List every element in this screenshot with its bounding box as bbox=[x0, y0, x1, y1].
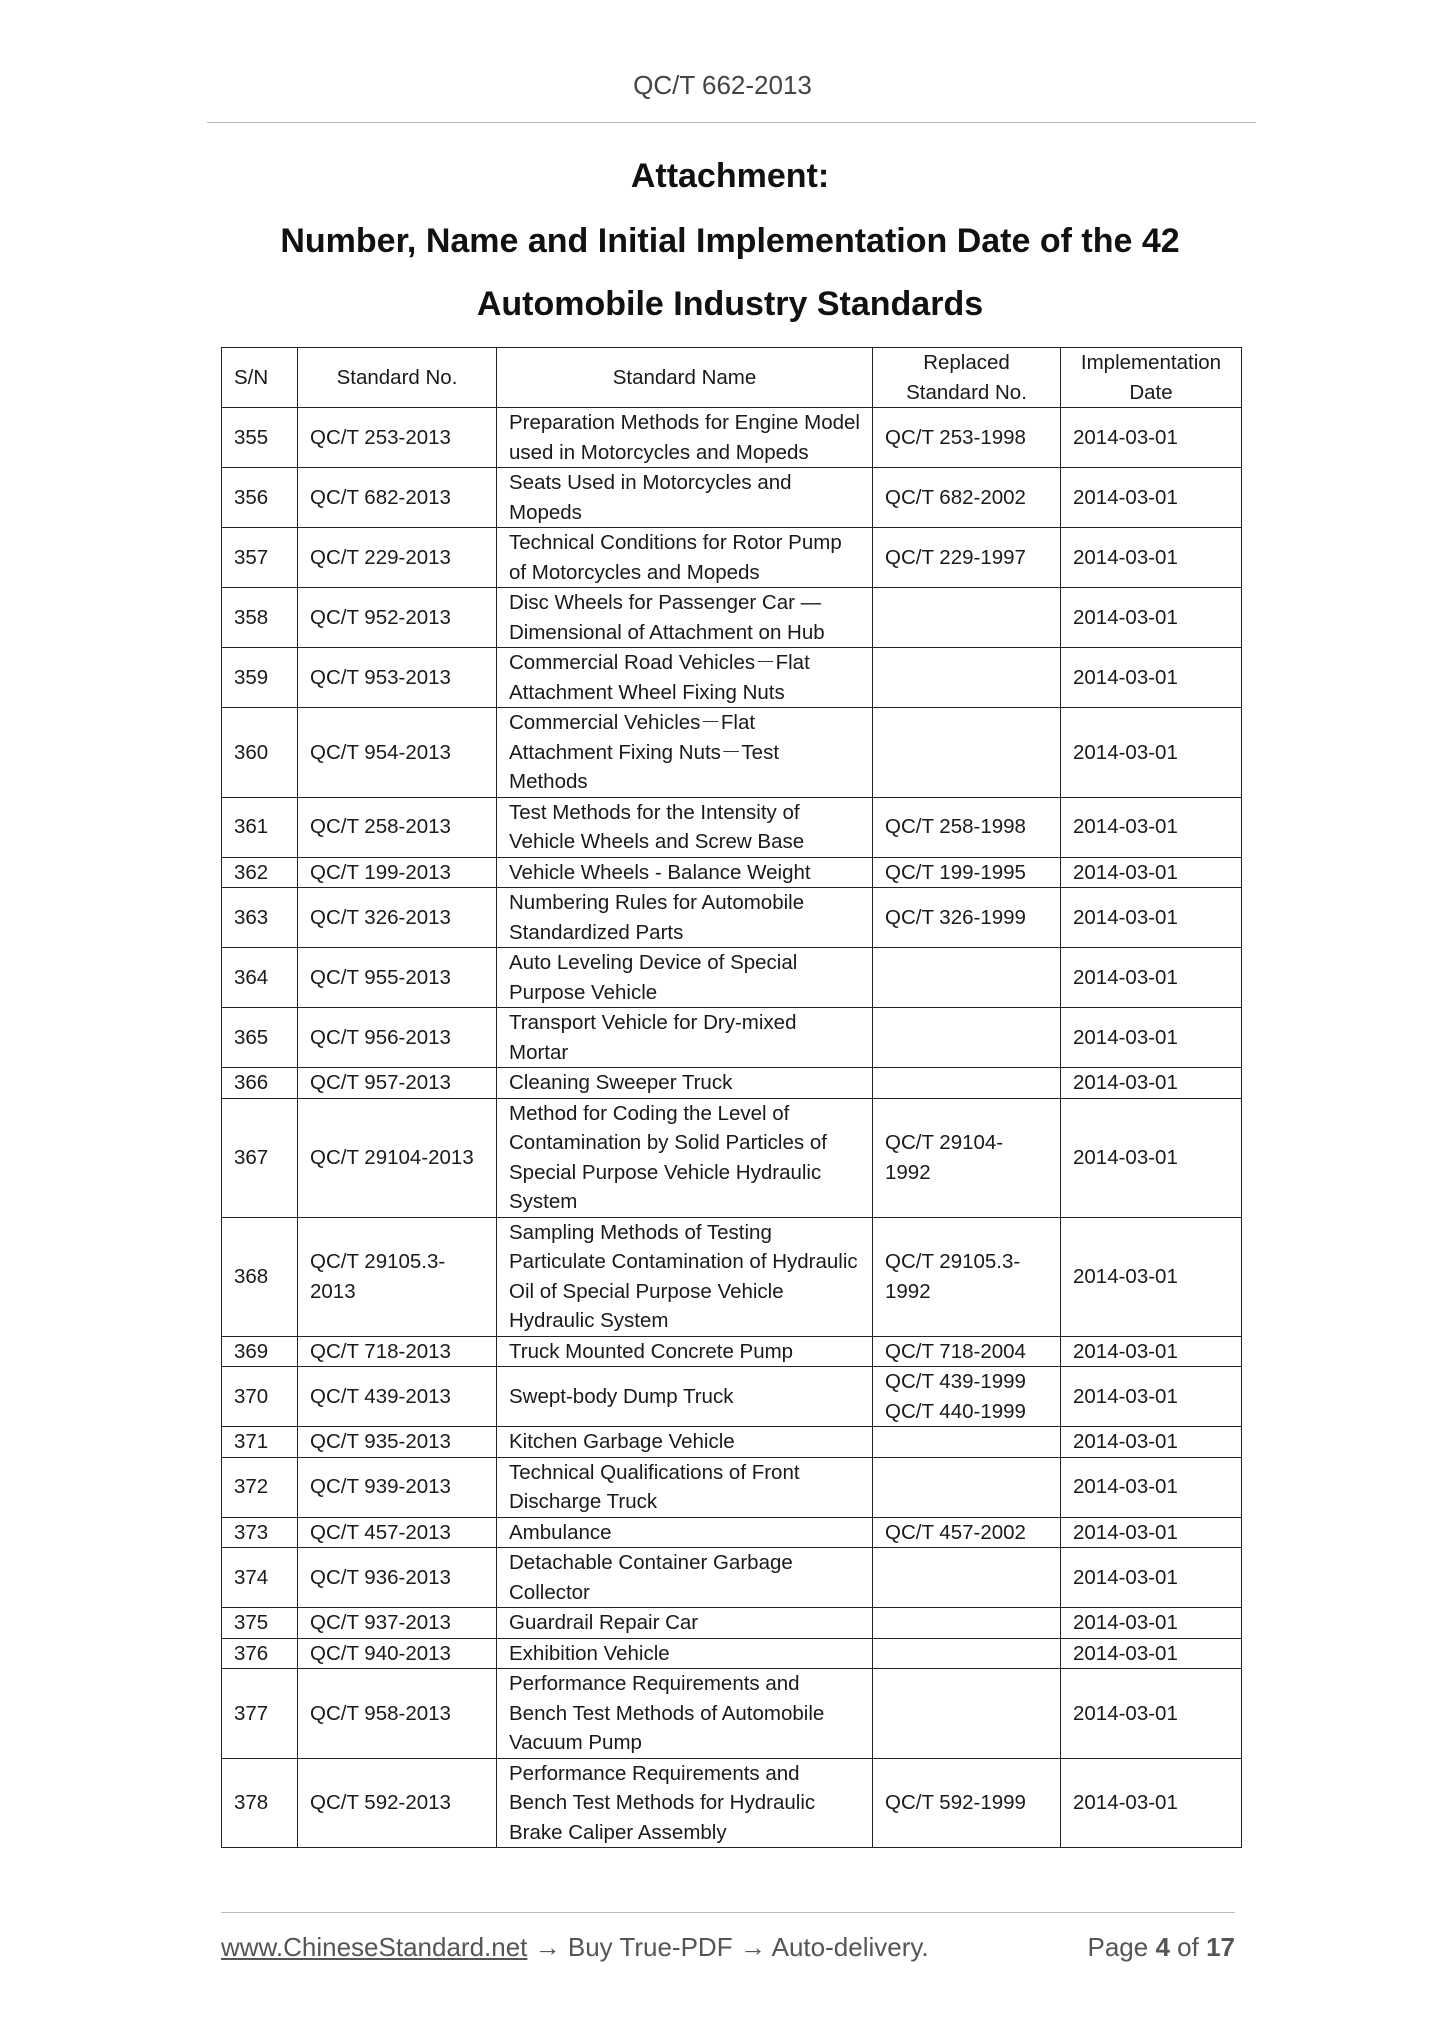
cell-implementation-date: 2014-03-01 bbox=[1061, 1068, 1242, 1099]
cell-replaced-standard-no: QC/T 457-2002 bbox=[873, 1517, 1061, 1548]
table-row bbox=[222, 1217, 1242, 1336]
header-implementation-date bbox=[1061, 348, 1242, 408]
cell-sn: 370 bbox=[222, 1367, 298, 1427]
cell-implementation-date: 2014-03-01 bbox=[1061, 588, 1242, 648]
cell-standard-no: QC/T 718-2013 bbox=[298, 1336, 497, 1367]
table-row bbox=[222, 1758, 1242, 1848]
cell-sn: 362 bbox=[222, 857, 298, 888]
cell-sn: 378 bbox=[222, 1758, 298, 1848]
cell-replaced-standard-no: QC/T 439-1999 QC/T 440-1999 bbox=[873, 1367, 1061, 1427]
arrow-right-icon: → bbox=[534, 1932, 561, 1962]
cell-standard-name: Cleaning Sweeper Truck bbox=[497, 1068, 873, 1099]
cell-standard-no: QC/T 29105.3-2013 bbox=[298, 1217, 497, 1336]
page-of: of bbox=[1177, 1932, 1199, 1962]
cell-standard-name: Vehicle Wheels - Balance Weight bbox=[497, 857, 873, 888]
cell-sn: 361 bbox=[222, 797, 298, 857]
cell-standard-no: QC/T 253-2013 bbox=[298, 408, 497, 468]
document-code-header: QC/T 662-2013 bbox=[633, 70, 812, 100]
cell-replaced-standard-no: QC/T 258-1998 bbox=[873, 797, 1061, 857]
cell-standard-no: QC/T 955-2013 bbox=[298, 948, 497, 1008]
cell-standard-name: Auto Leveling Device of Special Purpose Vehicle bbox=[497, 948, 873, 1008]
cell-sn: 356 bbox=[222, 468, 298, 528]
cell-standard-name: Truck Mounted Concrete Pump bbox=[497, 1336, 873, 1367]
cell-sn: 357 bbox=[222, 528, 298, 588]
cell-standard-name: Detachable Container Garbage Collector bbox=[497, 1548, 873, 1608]
cell-sn: 375 bbox=[222, 1608, 298, 1639]
cell-replaced-standard-no: QC/T 682-2002 bbox=[873, 468, 1061, 528]
cell-implementation-date: 2014-03-01 bbox=[1061, 408, 1242, 468]
document-subtitle-line2: Automobile Industry Standards bbox=[476, 285, 984, 323]
cell-standard-no: QC/T 937-2013 bbox=[298, 1608, 497, 1639]
cell-implementation-date: 2014-03-01 bbox=[1061, 1367, 1242, 1427]
table-row bbox=[222, 648, 1242, 708]
cell-standard-no: QC/T 326-2013 bbox=[298, 888, 497, 948]
attachment-title: Attachment: bbox=[630, 157, 830, 195]
cell-standard-name: Test Methods for the Intensity of Vehicle Wheels and Screw Base bbox=[497, 797, 873, 857]
cell-replaced-standard-no bbox=[873, 708, 1061, 798]
cell-implementation-date: 2014-03-01 bbox=[1061, 708, 1242, 798]
cell-standard-name: Technical Conditions for Rotor Pump of Motorcycles and Mopeds bbox=[497, 528, 873, 588]
cell-replaced-standard-no bbox=[873, 1608, 1061, 1639]
page-indicator bbox=[1087, 1932, 1235, 1963]
cell-implementation-date: 2014-03-01 bbox=[1061, 1758, 1242, 1848]
header-impl-line2: Date bbox=[1129, 380, 1173, 404]
cell-replaced-standard-no bbox=[873, 1457, 1061, 1517]
cell-standard-name: Exhibition Vehicle bbox=[497, 1638, 873, 1669]
header-replaced-standard-no bbox=[873, 348, 1061, 408]
table-row bbox=[222, 1638, 1242, 1669]
cell-implementation-date: 2014-03-01 bbox=[1061, 1008, 1242, 1068]
cell-implementation-date: 2014-03-01 bbox=[1061, 1517, 1242, 1548]
cell-standard-name: Numbering Rules for Automobile Standardized Parts bbox=[497, 888, 873, 948]
table-row bbox=[222, 1336, 1242, 1367]
cell-replaced-standard-no bbox=[873, 1427, 1061, 1458]
table-row bbox=[222, 1427, 1242, 1458]
page-current: 4 bbox=[1155, 1932, 1170, 1962]
cell-implementation-date: 2014-03-01 bbox=[1061, 1457, 1242, 1517]
cell-implementation-date: 2014-03-01 bbox=[1061, 1098, 1242, 1217]
cell-implementation-date: 2014-03-01 bbox=[1061, 857, 1242, 888]
cell-standard-name: Commercial Road Vehicles－Flat Attachment Wheel Fixing Nuts bbox=[497, 648, 873, 708]
table-row bbox=[222, 1517, 1242, 1548]
table-row bbox=[222, 1457, 1242, 1517]
cell-standard-no: QC/T 953-2013 bbox=[298, 648, 497, 708]
cell-standard-no: QC/T 952-2013 bbox=[298, 588, 497, 648]
buy-true-pdf-text: Buy True-PDF bbox=[567, 1932, 733, 1962]
cell-replaced-standard-no: QC/T 326-1999 bbox=[873, 888, 1061, 948]
cell-replaced-standard-no bbox=[873, 948, 1061, 1008]
table-row bbox=[222, 528, 1242, 588]
cell-standard-name: Seats Used in Motorcycles and Mopeds bbox=[497, 468, 873, 528]
cell-replaced-standard-no bbox=[873, 1068, 1061, 1099]
standards-table bbox=[221, 347, 1242, 1848]
cell-standard-name: Kitchen Garbage Vehicle bbox=[497, 1427, 873, 1458]
header-replaced-line2: Standard No. bbox=[906, 380, 1027, 404]
cell-standard-name: Disc Wheels for Passenger Car — Dimensional of Attachment on Hub bbox=[497, 588, 873, 648]
cell-standard-name: Sampling Methods of Testing Particulate Contamination of Hydraulic Oil of Special Purpose Vehicle Hydraulic System bbox=[497, 1217, 873, 1336]
cell-sn: 368 bbox=[222, 1217, 298, 1336]
table-row bbox=[222, 468, 1242, 528]
cell-implementation-date: 2014-03-01 bbox=[1061, 1608, 1242, 1639]
cell-standard-name: Performance Requirements and Bench Test Methods for Hydraulic Brake Caliper Assembly bbox=[497, 1758, 873, 1848]
document-subtitle-line1: Number, Name and Initial Implementation Date of the 42 bbox=[280, 222, 1180, 260]
cell-sn: 371 bbox=[222, 1427, 298, 1458]
cell-sn: 358 bbox=[222, 588, 298, 648]
header-divider bbox=[207, 122, 1256, 123]
cell-replaced-standard-no: QC/T 199-1995 bbox=[873, 857, 1061, 888]
cell-sn: 363 bbox=[222, 888, 298, 948]
page-footer bbox=[221, 1932, 1235, 1963]
cell-standard-no: QC/T 935-2013 bbox=[298, 1427, 497, 1458]
cell-replaced-standard-no: QC/T 229-1997 bbox=[873, 528, 1061, 588]
cell-standard-no: QC/T 229-2013 bbox=[298, 528, 497, 588]
cell-standard-no: QC/T 592-2013 bbox=[298, 1758, 497, 1848]
cell-implementation-date: 2014-03-01 bbox=[1061, 468, 1242, 528]
cell-standard-name: Transport Vehicle for Dry-mixed Mortar bbox=[497, 1008, 873, 1068]
cell-sn: 365 bbox=[222, 1008, 298, 1068]
table-row bbox=[222, 948, 1242, 1008]
cell-replaced-standard-no bbox=[873, 648, 1061, 708]
cell-replaced-standard-no bbox=[873, 1548, 1061, 1608]
auto-delivery-text: Auto-delivery. bbox=[771, 1932, 929, 1962]
cell-sn: 364 bbox=[222, 948, 298, 1008]
table-row bbox=[222, 408, 1242, 468]
cell-sn: 355 bbox=[222, 408, 298, 468]
cell-standard-no: QC/T 958-2013 bbox=[298, 1669, 497, 1759]
cell-implementation-date: 2014-03-01 bbox=[1061, 797, 1242, 857]
cell-standard-no: QC/T 258-2013 bbox=[298, 797, 497, 857]
cell-standard-name: Preparation Methods for Engine Model used in Motorcycles and Mopeds bbox=[497, 408, 873, 468]
table-row bbox=[222, 1548, 1242, 1608]
cell-standard-name: Swept-body Dump Truck bbox=[497, 1367, 873, 1427]
table-row bbox=[222, 1098, 1242, 1217]
cell-standard-name: Method for Coding the Level of Contamination by Solid Particles of Special Purpose Vehicle Hydraulic System bbox=[497, 1098, 873, 1217]
cell-implementation-date: 2014-03-01 bbox=[1061, 528, 1242, 588]
cell-standard-no: QC/T 936-2013 bbox=[298, 1548, 497, 1608]
cell-sn: 367 bbox=[222, 1098, 298, 1217]
cell-replaced-standard-no: QC/T 29105.3-1992 bbox=[873, 1217, 1061, 1336]
table-row bbox=[222, 1608, 1242, 1639]
cell-implementation-date: 2014-03-01 bbox=[1061, 888, 1242, 948]
cell-replaced-standard-no bbox=[873, 588, 1061, 648]
cell-implementation-date: 2014-03-01 bbox=[1061, 648, 1242, 708]
table-row bbox=[222, 888, 1242, 948]
cell-implementation-date: 2014-03-01 bbox=[1061, 1217, 1242, 1336]
cell-standard-no: QC/T 957-2013 bbox=[298, 1068, 497, 1099]
cell-implementation-date: 2014-03-01 bbox=[1061, 1669, 1242, 1759]
cell-sn: 374 bbox=[222, 1548, 298, 1608]
cell-standard-no: QC/T 682-2013 bbox=[298, 468, 497, 528]
cell-standard-name: Guardrail Repair Car bbox=[497, 1608, 873, 1639]
cell-standard-no: QC/T 439-2013 bbox=[298, 1367, 497, 1427]
table-header-row bbox=[222, 348, 1242, 408]
header-impl-line1: Implementation bbox=[1080, 351, 1222, 374]
cell-sn: 369 bbox=[222, 1336, 298, 1367]
cell-standard-name: Technical Qualifications of Front Discharge Truck bbox=[497, 1457, 873, 1517]
cell-implementation-date: 2014-03-01 bbox=[1061, 1427, 1242, 1458]
cell-replaced-standard-no bbox=[873, 1669, 1061, 1759]
cell-standard-name: Performance Requirements and Bench Test Methods of Automobile Vacuum Pump bbox=[497, 1669, 873, 1759]
table-row bbox=[222, 588, 1242, 648]
table-row bbox=[222, 857, 1242, 888]
cell-replaced-standard-no bbox=[873, 1638, 1061, 1669]
cell-standard-no: QC/T 956-2013 bbox=[298, 1008, 497, 1068]
cell-standard-no: QC/T 29104-2013 bbox=[298, 1098, 497, 1217]
cell-implementation-date: 2014-03-01 bbox=[1061, 1548, 1242, 1608]
cell-sn: 373 bbox=[222, 1517, 298, 1548]
arrow-right-icon: → bbox=[739, 1932, 766, 1962]
website-link[interactable]: www.ChineseStandard.net bbox=[221, 1932, 528, 1962]
table-row bbox=[222, 1669, 1242, 1759]
cell-standard-no: QC/T 457-2013 bbox=[298, 1517, 497, 1548]
page-label: Page bbox=[1087, 1932, 1149, 1962]
footer-divider bbox=[221, 1912, 1235, 1913]
cell-replaced-standard-no bbox=[873, 1008, 1061, 1068]
cell-replaced-standard-no: QC/T 592-1999 bbox=[873, 1758, 1061, 1848]
table-row bbox=[222, 1367, 1242, 1427]
cell-sn: 376 bbox=[222, 1638, 298, 1669]
table-row bbox=[222, 1068, 1242, 1099]
cell-standard-name: Commercial Vehicles－Flat Attachment Fixing Nuts－Test Methods bbox=[497, 708, 873, 798]
cell-implementation-date: 2014-03-01 bbox=[1061, 948, 1242, 1008]
cell-replaced-standard-no: QC/T 29104-1992 bbox=[873, 1098, 1061, 1217]
header-replaced-line1: Replaced bbox=[923, 351, 1010, 374]
cell-sn: 377 bbox=[222, 1669, 298, 1759]
cell-standard-no: QC/T 199-2013 bbox=[298, 857, 497, 888]
cell-replaced-standard-no: QC/T 718-2004 bbox=[873, 1336, 1061, 1367]
table-row bbox=[222, 797, 1242, 857]
table-row bbox=[222, 1008, 1242, 1068]
cell-sn: 372 bbox=[222, 1457, 298, 1517]
table-body bbox=[222, 408, 1242, 1848]
cell-standard-no: QC/T 954-2013 bbox=[298, 708, 497, 798]
page-total: 17 bbox=[1206, 1932, 1235, 1962]
cell-implementation-date: 2014-03-01 bbox=[1061, 1336, 1242, 1367]
cell-implementation-date: 2014-03-01 bbox=[1061, 1638, 1242, 1669]
header-standard-name: Standard Name bbox=[497, 348, 873, 408]
cell-sn: 360 bbox=[222, 708, 298, 798]
cell-replaced-standard-no: QC/T 253-1998 bbox=[873, 408, 1061, 468]
cell-standard-no: QC/T 939-2013 bbox=[298, 1457, 497, 1517]
header-standard-no: Standard No. bbox=[298, 348, 497, 408]
cell-standard-no: QC/T 940-2013 bbox=[298, 1638, 497, 1669]
cell-sn: 366 bbox=[222, 1068, 298, 1099]
table-row bbox=[222, 708, 1242, 798]
cell-sn: 359 bbox=[222, 648, 298, 708]
header-sn: S/N bbox=[222, 348, 298, 408]
cell-standard-name: Ambulance bbox=[497, 1517, 873, 1548]
